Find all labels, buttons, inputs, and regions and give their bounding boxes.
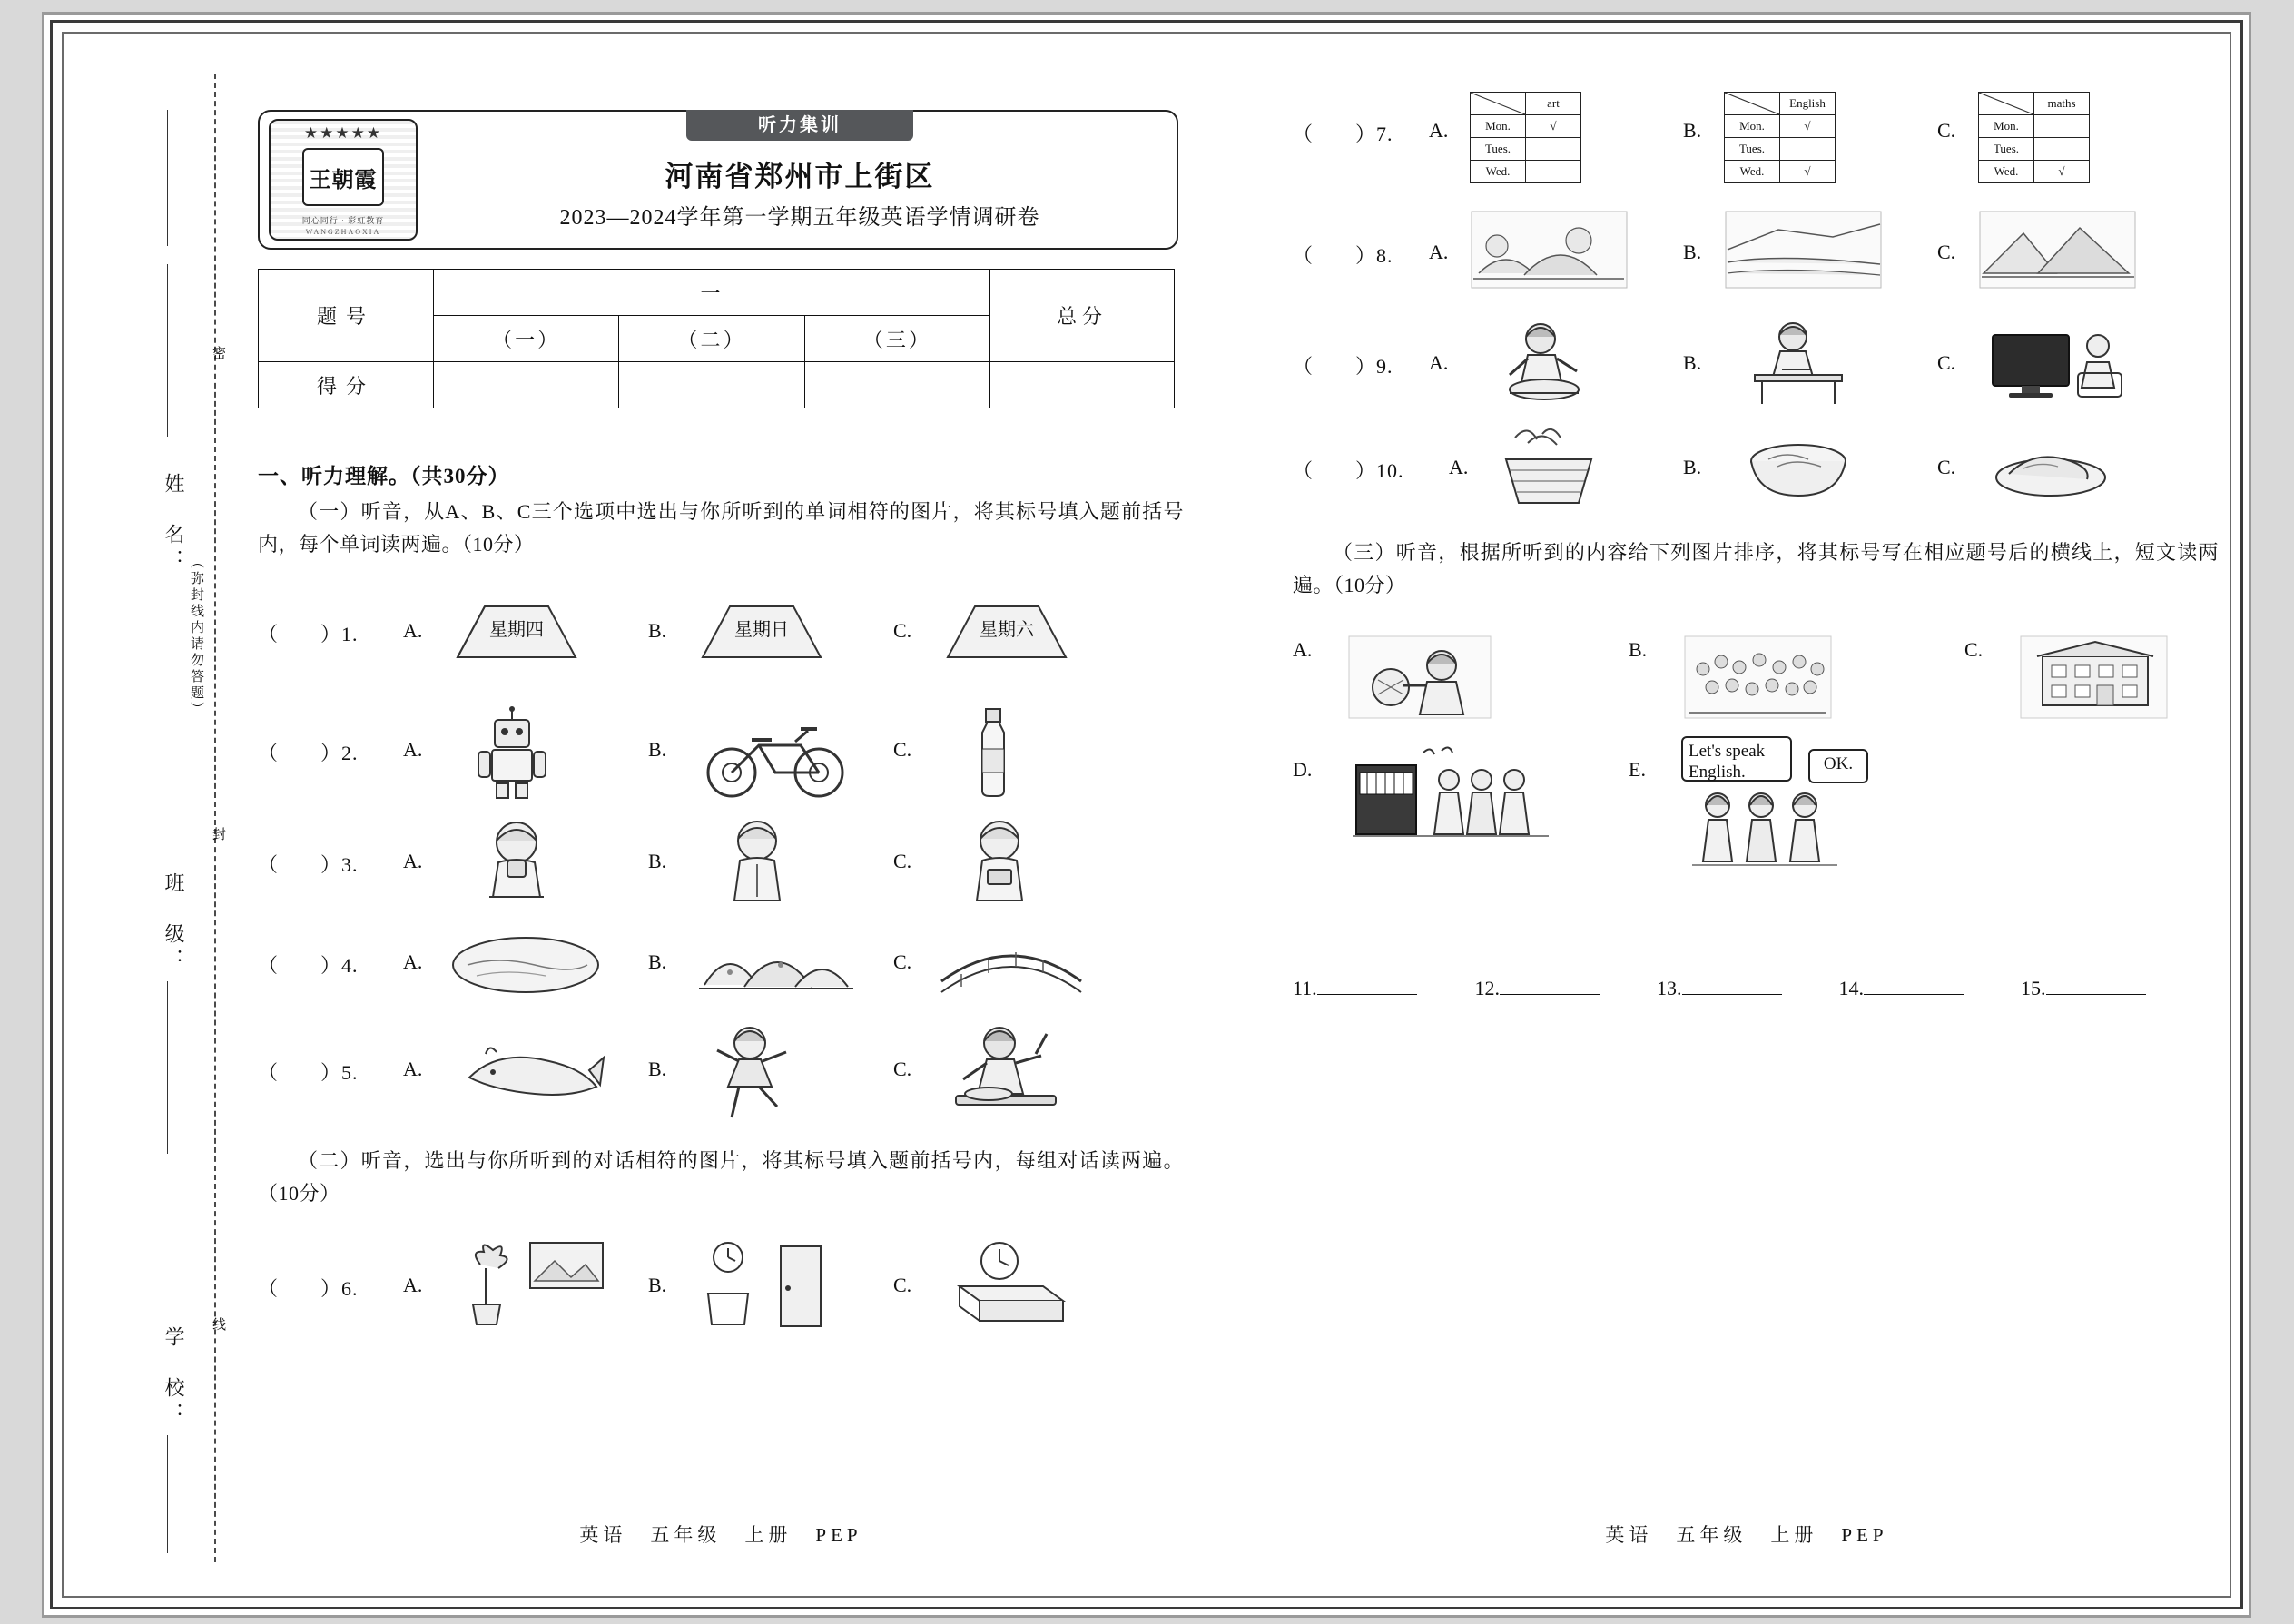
question-3-bracket[interactable]: （ ）3. — [258, 853, 359, 876]
q2-option-b-label[interactable]: B. — [648, 738, 667, 761]
logo-stars: ★★★★★ — [303, 124, 383, 142]
score-cell-total[interactable] — [990, 362, 1175, 408]
timetable-english-subject: English — [1780, 93, 1836, 115]
binding-rule-top — [167, 110, 168, 246]
svg-text:星期日: 星期日 — [734, 620, 789, 640]
q7-option-a-image[interactable] — [1470, 92, 1581, 183]
score-label-points: 得分 — [259, 362, 434, 408]
timetable-english-corner — [1725, 93, 1780, 115]
question-row-9 — [1293, 319, 2219, 418]
publisher-logo — [269, 119, 418, 241]
question-10-bracket[interactable]: （ ）10. — [1293, 459, 1404, 482]
timetable-maths-day-wed: Wed. — [1979, 161, 2034, 183]
right-column — [1275, 83, 2219, 1553]
question-row-6 — [258, 1235, 1184, 1335]
q4-option-c-label[interactable]: C. — [893, 950, 912, 973]
q7-option-c-image[interactable] — [1978, 92, 2090, 183]
exam-paper-page — [50, 20, 2243, 1609]
question-9-bracket[interactable]: （ ）9. — [1293, 355, 1393, 378]
logo-seal-text: 王朝霞 — [302, 148, 384, 206]
q5-option-b-image[interactable] — [703, 1019, 802, 1129]
binding-rule-3 — [167, 981, 168, 1154]
q2-option-b-image[interactable] — [694, 709, 857, 804]
answer-num-15: 15. — [2021, 977, 2046, 999]
score-cell-2[interactable] — [619, 362, 804, 408]
question-8-bracket[interactable]: （ ）8. — [1293, 244, 1393, 267]
binding-class-label: 班 级： — [162, 872, 185, 974]
binding-mark-feng: 封 — [211, 827, 225, 843]
question-row-4 — [258, 918, 1184, 1013]
timetable-maths — [1978, 92, 2090, 183]
score-sub-2: （二） — [619, 316, 804, 362]
svg-text:星期六: 星期六 — [980, 620, 1034, 640]
q2-option-a-label[interactable]: A. — [403, 738, 423, 761]
q3-option-a-image[interactable] — [462, 813, 571, 913]
q4-option-a-label[interactable]: A. — [403, 950, 423, 973]
listening-badge: 听力集训 — [686, 110, 913, 141]
answer-num-12: 12. — [1474, 977, 1500, 999]
q10-option-c-image[interactable] — [1987, 432, 2114, 509]
answer-blank-14[interactable] — [1864, 993, 1964, 995]
question-row-1 — [258, 595, 1184, 691]
q8-option-c-image[interactable] — [1978, 210, 2137, 294]
timetable-art-subject: art — [1526, 93, 1581, 115]
q6-option-b-label[interactable]: B. — [648, 1274, 667, 1296]
score-total-header: 总分 — [990, 270, 1175, 362]
q7-option-c-label[interactable]: C. — [1937, 119, 1956, 142]
question-row-10 — [1293, 423, 2219, 523]
answer-num-14: 14. — [1838, 977, 1864, 999]
q4-option-b-label[interactable]: B. — [648, 950, 667, 973]
answer-blank-15[interactable] — [2046, 993, 2146, 995]
timetable-english-day-mon: Mon. — [1725, 115, 1780, 138]
logo-subtitle: 同心同行 · 彩虹教育 — [301, 216, 385, 225]
q8-option-a-label[interactable]: A. — [1429, 241, 1449, 263]
part1-instruction: （一）听音，从A、B、C三个选项中选出与你所听到的单词相符的图片，将其标号填入题前括号内，每个单词读两遍。（10分） — [258, 500, 1184, 556]
timetable-english — [1724, 92, 1836, 183]
score-table-points-row — [259, 362, 1175, 408]
part3-label-c: C. — [1964, 638, 1984, 661]
q7-option-b-image[interactable] — [1724, 92, 1836, 183]
q7-option-a-label[interactable]: A. — [1429, 119, 1449, 142]
binding-rule-4 — [167, 1435, 168, 1553]
q8-option-a-image[interactable] — [1470, 210, 1629, 294]
binding-school-label: 学 校： — [162, 1326, 185, 1428]
binding-mark-mi: 密 — [211, 346, 225, 362]
score-sub-1: （一） — [434, 316, 619, 362]
score-cell-1[interactable] — [434, 362, 619, 408]
timetable-maths-check-tues — [2034, 138, 2090, 161]
timetable-maths-check-wed: √ — [2034, 161, 2090, 183]
q9-option-c-label[interactable]: C. — [1937, 351, 1956, 374]
part3-image-c[interactable] — [2019, 635, 2169, 725]
question-6-bracket[interactable]: （ ）6. — [258, 1277, 359, 1300]
q3-option-b-image[interactable] — [707, 813, 807, 913]
footer-left: 英语 五年级 上册 PEP — [579, 1524, 862, 1546]
q6-option-b-image[interactable] — [694, 1237, 830, 1333]
q5-option-a-label[interactable]: A. — [403, 1058, 423, 1080]
q5-option-a-image[interactable] — [453, 1030, 607, 1113]
q8-option-c-label[interactable]: C. — [1937, 241, 1956, 263]
q7-option-b-label[interactable]: B. — [1683, 119, 1702, 142]
fold-dash-line — [214, 74, 216, 1562]
timetable-art-day-wed: Wed. — [1471, 161, 1526, 183]
q10-option-b-image[interactable] — [1738, 430, 1860, 513]
question-row-2 — [258, 700, 1184, 804]
score-group-header: 一 — [434, 270, 990, 316]
part2-instruction: （二）听音，选出与你所听到的对话相符的图片，将其标号填入题前括号内，每组对话读两遍。（10分） — [258, 1149, 1184, 1205]
timetable-maths-subject: maths — [2034, 93, 2090, 115]
question-5-bracket[interactable]: （ ）5. — [258, 1061, 359, 1084]
q5-option-c-label[interactable]: C. — [893, 1058, 912, 1080]
binding-rule-2 — [167, 264, 168, 437]
q10-option-a-image[interactable] — [1488, 423, 1610, 515]
timetable-art-check-mon: √ — [1526, 115, 1581, 138]
part3-image-d[interactable] — [1347, 745, 1556, 863]
score-label-number: 题号 — [259, 270, 434, 362]
part3-image-b[interactable] — [1683, 635, 1833, 725]
q3-option-c-image[interactable] — [948, 813, 1052, 913]
answer-item-14[interactable] — [1839, 977, 2016, 1000]
timetable-english-day-wed: Wed. — [1725, 161, 1780, 183]
q3-option-b-label[interactable]: B. — [648, 850, 667, 872]
speech-bubble-ok: OK. — [1808, 749, 1868, 783]
question-row-3 — [258, 813, 1184, 913]
q4-option-b-image[interactable] — [694, 921, 857, 1006]
q6-option-c-image[interactable] — [943, 1237, 1079, 1333]
timetable-english-check-tues — [1780, 138, 1836, 161]
part3-label-d: D. — [1293, 758, 1313, 781]
left-column — [240, 83, 1202, 1553]
question-2-bracket[interactable]: （ ）2. — [258, 742, 359, 764]
q5-option-b-label[interactable]: B. — [648, 1058, 667, 1080]
paper-header — [258, 110, 1178, 250]
binding-mark-xian: 线 — [211, 1317, 225, 1334]
part3-image-e[interactable] — [1674, 736, 1910, 872]
q6-option-c-label[interactable]: C. — [893, 1274, 912, 1296]
binding-name-label: 姓 名： — [162, 473, 185, 575]
question-row-8 — [1293, 210, 2219, 310]
q10-option-b-label[interactable]: B. — [1683, 456, 1702, 478]
answer-item-12[interactable] — [1475, 977, 1652, 1000]
answer-num-11: 11. — [1293, 977, 1317, 999]
question-row-7 — [1293, 92, 2219, 192]
timetable-english-day-tues: Tues. — [1725, 138, 1780, 161]
part3-image-a[interactable] — [1347, 635, 1492, 725]
question-1-bracket[interactable]: （ ）1. — [258, 623, 359, 645]
q4-option-c-image[interactable] — [934, 921, 1088, 1006]
question-7-bracket[interactable]: （ ）7. — [1293, 123, 1393, 145]
question-4-bracket[interactable]: （ ）4. — [258, 954, 359, 977]
section-heading-listening: 一、听力理解。（共30分） — [258, 465, 510, 487]
timetable-art-check-tues — [1526, 138, 1581, 161]
page-inner — [76, 46, 2217, 1583]
q2-option-c-image[interactable] — [966, 704, 1020, 804]
logo-pinyin: WANGZHAOXIA — [305, 228, 381, 236]
part3-row-2 — [1293, 742, 2219, 872]
q8-option-b-image[interactable] — [1724, 210, 1883, 294]
timetable-maths-check-mon — [2034, 115, 2090, 138]
timetable-maths-day-tues: Tues. — [1979, 138, 2034, 161]
answer-num-13: 13. — [1657, 977, 1682, 999]
q6-option-a-label[interactable]: A. — [403, 1274, 423, 1296]
q1-option-b-image[interactable] — [684, 595, 830, 671]
timetable-art-corner — [1471, 93, 1526, 115]
score-cell-3[interactable] — [804, 362, 989, 408]
answer-blank-11[interactable] — [1317, 993, 1417, 995]
q9-option-b-label[interactable]: B. — [1683, 351, 1702, 374]
binding-seal-note: （弥封线内请勿答题） — [189, 555, 203, 718]
timetable-art-day-mon: Mon. — [1471, 115, 1526, 138]
timetable-art-day-tues: Tues. — [1471, 138, 1526, 161]
q10-option-a-label[interactable]: A. — [1449, 456, 1469, 478]
q2-option-c-label[interactable]: C. — [893, 738, 912, 761]
part3-label-b: B. — [1629, 638, 1648, 661]
answer-blank-13[interactable] — [1682, 993, 1782, 995]
answer-item-15[interactable] — [2021, 977, 2198, 1000]
svg-text:星期四: 星期四 — [489, 620, 544, 640]
q8-option-b-label[interactable]: B. — [1683, 241, 1702, 263]
score-table-header-row — [259, 270, 1175, 316]
timetable-maths-corner — [1979, 93, 2034, 115]
timetable-english-check-mon: √ — [1780, 115, 1836, 138]
binding-strip — [131, 74, 225, 1562]
footer-right: 英语 五年级 上册 PEP — [1605, 1524, 1888, 1546]
question-row-5 — [258, 1018, 1184, 1127]
answer-item-13[interactable] — [1657, 977, 1834, 1000]
speech-bubble-lets-speak: Let's speak English. — [1681, 736, 1792, 782]
q3-option-c-label[interactable]: C. — [893, 850, 912, 872]
q1-option-c-label[interactable]: C. — [893, 619, 912, 642]
q4-option-a-image[interactable] — [444, 925, 607, 1002]
timetable-art-check-wed — [1526, 161, 1581, 183]
answer-blank-row — [1293, 977, 2219, 1000]
q9-option-b-image[interactable] — [1733, 319, 1869, 414]
q6-option-a-image[interactable] — [453, 1237, 612, 1333]
q3-option-a-label[interactable]: A. — [403, 850, 423, 872]
q1-option-b-label[interactable]: B. — [648, 619, 667, 642]
score-table — [258, 269, 1175, 408]
part3-row-1 — [1293, 635, 2219, 734]
q1-option-a-image[interactable] — [439, 595, 585, 671]
timetable-art — [1470, 92, 1581, 183]
page-title: 河南省郑州市上街区 — [665, 161, 935, 192]
answer-blank-12[interactable] — [1500, 993, 1600, 995]
q2-option-a-image[interactable] — [462, 700, 562, 806]
answer-item-11[interactable] — [1293, 977, 1470, 1000]
page-subtitle: 2023—2024学年第一学期五年级英语学情调研卷 — [559, 206, 1040, 230]
q9-option-a-label[interactable]: A. — [1429, 351, 1449, 374]
q1-option-a-label[interactable]: A. — [403, 619, 423, 642]
part3-instruction: （三）听音，根据所听到的内容给下列图片排序，将其标号写在相应题号后的横线上，短文读两遍。（10分） — [1293, 541, 2219, 596]
part3-label-a: A. — [1293, 638, 1313, 661]
q5-option-c-image[interactable] — [934, 1019, 1079, 1129]
q1-option-c-image[interactable] — [930, 595, 1075, 671]
part3-label-e: E. — [1629, 758, 1646, 781]
q9-option-c-image[interactable] — [1987, 319, 2137, 414]
q9-option-a-image[interactable] — [1479, 319, 1615, 414]
score-sub-3: （三） — [804, 316, 989, 362]
q10-option-c-label[interactable]: C. — [1937, 456, 1956, 478]
timetable-english-check-wed: √ — [1780, 161, 1836, 183]
timetable-maths-day-mon: Mon. — [1979, 115, 2034, 138]
